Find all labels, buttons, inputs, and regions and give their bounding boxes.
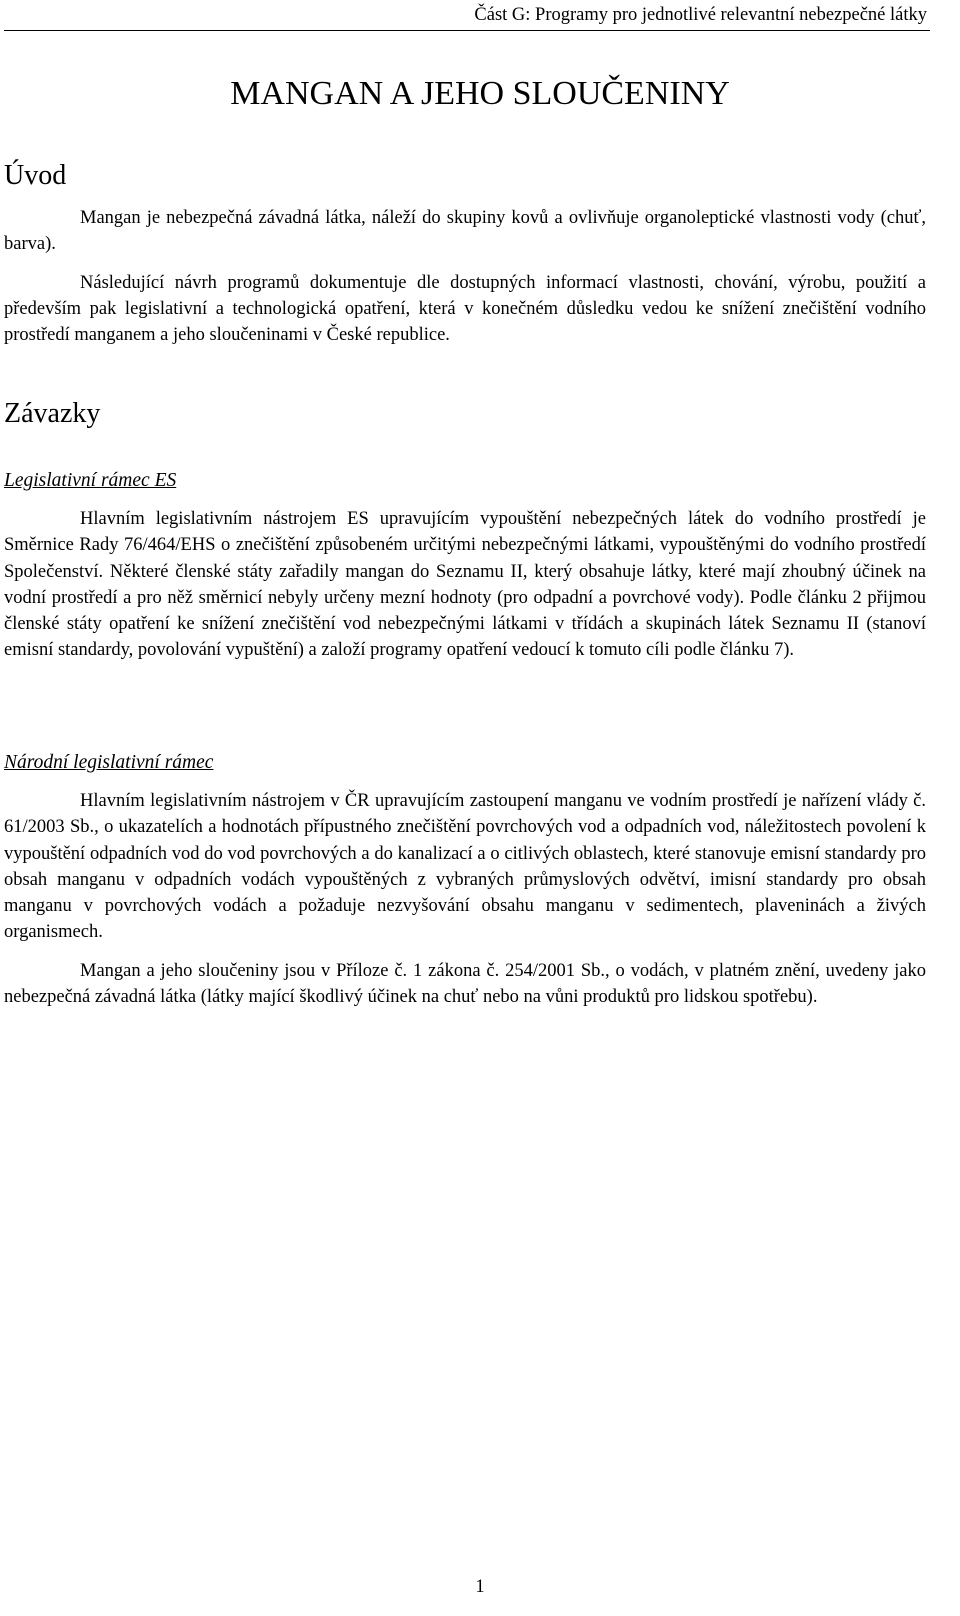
section-heading-uvod: Úvod <box>4 160 67 191</box>
es-framework-paragraph: Hlavním legislativním nástrojem ES upravujícím vypouštění nebezpečných látek do vodního prostředí je Směrnice Rady 76/464/EHS o znečištění způsobeném určitými nebezpečnými látkami, vypouštěnými do vodního prostředí Společenství. Některé členské státy zařadily mangan do Seznamu II, který obsahuje látky, které mají zhoubný účinek na vodní prostředí a pro něž směrnicí nebyly určeny mezní hodnoty (pro odpadní a povrchové vody). Podle článku 2 přijmou členské státy opatření ke snížení znečištění vod nebezpečnými látkami v třídách a skupinách látek Seznamu II (stanoví emisní standardy, povolování vypuštění) a založí programy opatření vedoucí k tomuto cíli podle článku 7). <box>4 509 926 661</box>
subheading-es-framework: Legislativní rámec ES <box>4 470 177 491</box>
national-framework-body <box>4 788 926 1010</box>
page-number: 1 <box>475 1577 485 1597</box>
running-header: Část G: Programy pro jednotlivé relevantní nebezpečné látky <box>474 5 927 25</box>
national-framework-paragraph-2: Mangan a jeho sloučeniny jsou v Příloze č. 1 zákona č. 254/2001 Sb., o vodách, v platném znění, uvedeny jako nebezpečná závadná látka (látky mající škodlivý účinek na chuť nebo na vůni produktů pro lidskou spotřebu). <box>4 960 926 1008</box>
uvod-paragraph-2: Následující návrh programů dokumentuje dle dostupných informací vlastnosti, chování, výrobu, použití a především pak legislativní a technologická opatření, která v konečném důsledku vedou ke snížení znečištění vodního prostředí manganem a jeho sloučeninami v České republice. <box>4 272 926 346</box>
uvod-paragraph-1: Mangan je nebezpečná závadná látka, náleží do skupiny kovů a ovlivňuje organoleptické vlastnosti vody (chuť, barva). <box>4 208 926 255</box>
header-rule <box>4 30 930 31</box>
section-heading-zavazky: Závazky <box>4 398 101 429</box>
es-framework-body <box>4 506 926 664</box>
document-title: MANGAN A JEHO SLOUČENINY <box>230 75 730 112</box>
uvod-body <box>4 205 926 348</box>
subheading-national-framework: Národní legislativní rámec <box>4 752 214 773</box>
national-framework-paragraph-1: Hlavním legislativním nástrojem v ČR upravujícím zastoupení manganu ve vodním prostředí je nařízení vlády č. 61/2003 Sb., o ukazatelích a hodnotách přípustného znečištění povrchových vod a odpadních vod, náležitostech povolení k vypouštění odpadních vod do vod povrchových a do kanalizací a o citlivých oblastech, které stanovuje emisní standardy pro obsah manganu v odpadních vodách vypouštěných z vybraných průmyslových odvětví, imisní standardy pro obsah manganu v povrchových vodách a požaduje nezvyšování obsahu manganu v sedimentech, plaveninách a živých organismech. <box>4 791 926 943</box>
